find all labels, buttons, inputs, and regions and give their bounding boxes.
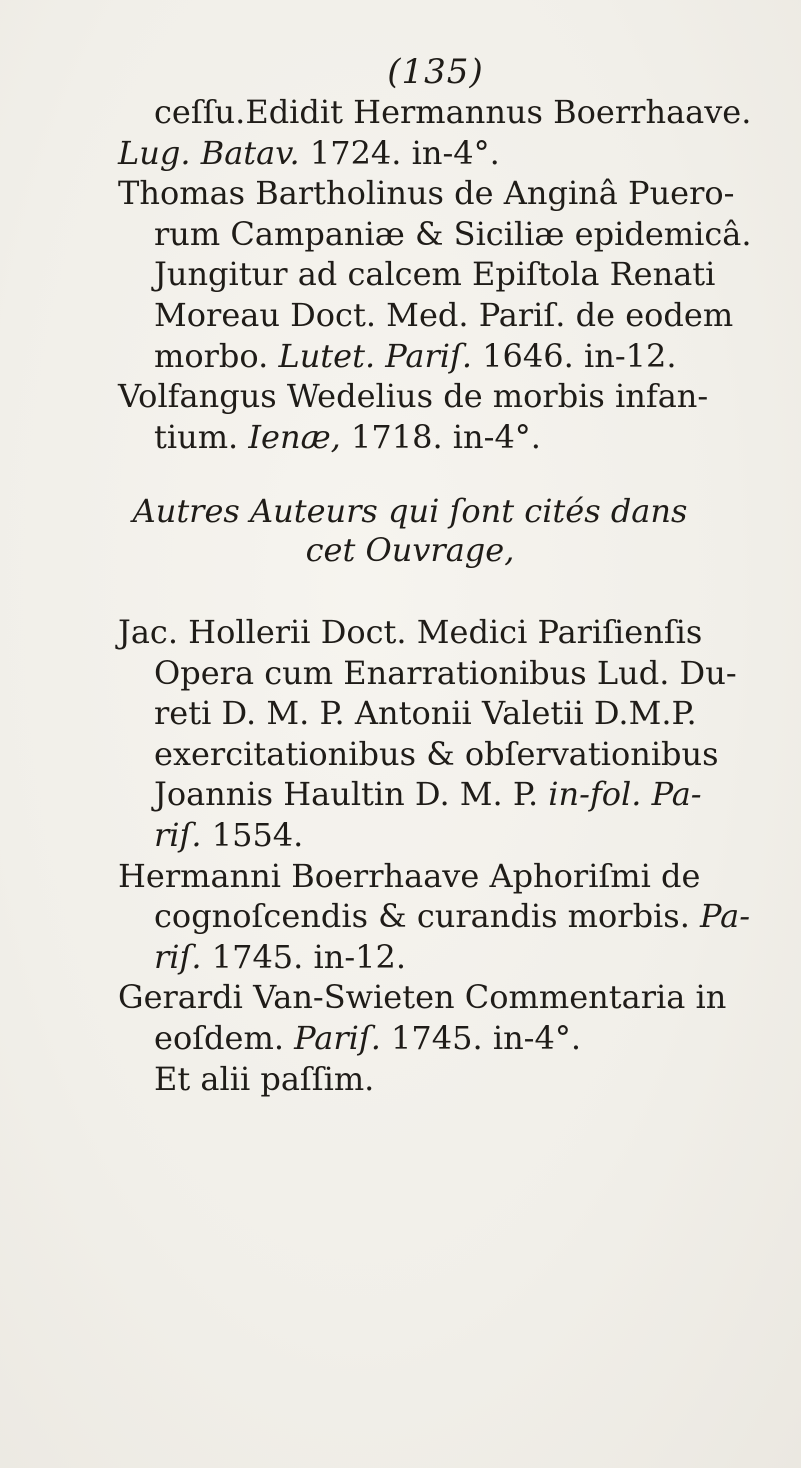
entry-line [118, 376, 778, 417]
section-heading-line-2: cet Ouvrage, [305, 531, 515, 569]
text: rum Campaniæ & Siciliæ epidemicâ. [154, 214, 752, 253]
entry-line [118, 815, 778, 856]
entry-line [118, 214, 778, 255]
text: 1646. in-12. [472, 336, 677, 375]
bibliography-entry [118, 977, 778, 1099]
text: cognoſcendis & curandis morbis. [154, 897, 701, 936]
entry-line [118, 417, 778, 458]
italic-text: Lutet. Pariſ. [278, 336, 473, 375]
entry-line [118, 612, 778, 653]
entry-line [118, 734, 778, 775]
entry-line [118, 693, 778, 734]
text: tium. [154, 417, 249, 456]
text: Jungitur ad calcem Epiſtola Renati [154, 255, 716, 294]
entry-line [118, 896, 778, 937]
text: 1745. in-12. [201, 937, 407, 976]
bibliography-entry [118, 612, 778, 856]
bibliography-entry [118, 92, 778, 173]
text: eoſdem. [154, 1018, 295, 1057]
text: Hermanni Boerrhaave Aphoriſmi de [118, 856, 701, 895]
italic-text: Pariſ. [294, 1018, 381, 1057]
text: Joannis Haultin D. M. P. [154, 775, 549, 814]
entry-line [118, 653, 778, 694]
entry-line [118, 937, 778, 978]
text: 1724. in-4°. [299, 133, 500, 172]
entry-line [118, 977, 778, 1018]
italic-text: riſ. [154, 815, 202, 854]
page-number: (135) [387, 52, 484, 92]
bibliography-list-top [118, 92, 778, 457]
text: Jac. Hollerii Doct. Medici Pariſienſis [118, 613, 703, 651]
text: exercitationibus & obſervationibus [154, 734, 719, 773]
bibliography-list-bottom [118, 612, 778, 1099]
bibliography-entry [118, 856, 778, 978]
italic-text: in-fol. Pa- [548, 775, 702, 814]
text: Moreau Doct. Med. Pariſ. de eodem [154, 295, 734, 334]
entry-line [118, 133, 778, 174]
bibliography-entry [118, 376, 778, 457]
entry-line [118, 856, 778, 897]
entry-line [118, 336, 778, 377]
italic-text: Lug. Batav. [118, 133, 300, 172]
text: 1554. [201, 815, 304, 854]
entry-line [118, 1018, 778, 1059]
bibliography-entry [118, 173, 778, 376]
text: Thomas Bartholinus de Anginâ Puero- [118, 174, 735, 213]
italic-text: Ienæ, [248, 417, 341, 456]
text: Opera cum Enarrationibus Lud. Du- [154, 653, 737, 692]
italic-text: riſ. [154, 937, 202, 976]
section-heading-line-1: Autres Auteurs qui ſont cités dans [132, 492, 688, 530]
entry-line [118, 92, 778, 133]
text: 1745. in-4°. [380, 1018, 582, 1057]
text: reti D. M. P. Antonii Valetii D.M.P. [154, 694, 697, 733]
section-heading [110, 492, 710, 570]
text: Gerardi Van-Swieten Commentaria in [118, 978, 727, 1017]
italic-text: Pa- [700, 897, 751, 936]
text: morbo. [154, 336, 279, 375]
text: Et alii paſſim. [154, 1059, 375, 1098]
entry-line [118, 173, 778, 214]
text: Volfangus Wedelius de morbis infan- [118, 377, 709, 416]
text: ceſſu.Edidit Hermannus Boerrhaave. [154, 93, 752, 131]
entry-line [118, 254, 778, 295]
entry-line [118, 774, 778, 815]
text: 1718. in-4°. [340, 417, 541, 456]
entry-line [118, 295, 778, 336]
entry-line [118, 1059, 778, 1100]
